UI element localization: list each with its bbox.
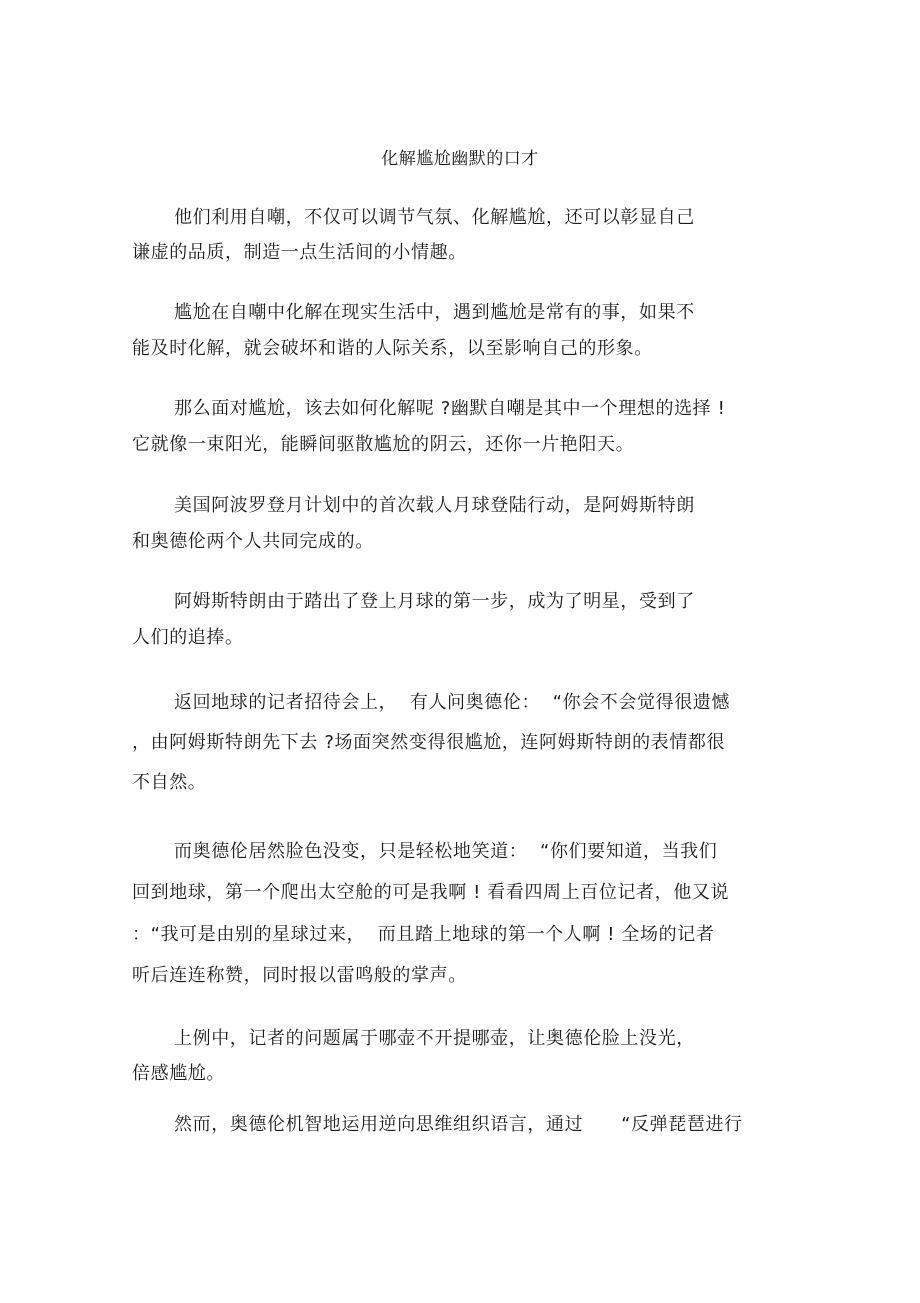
paragraph-line: 和奥德伦两个人共同完成的。 (132, 531, 374, 552)
paragraph-line: 返回地球的记者招待会上， 有人问奥德伦： “你会不会觉得很遗憾 (174, 692, 731, 713)
paragraph-line: 谦虚的品质，制造一点生活间的小情趣。 (132, 242, 467, 263)
paragraph-line: 他们利用自嘲，不仅可以调节气氛、化解尴尬，还可以彰显自己 (174, 207, 695, 228)
paragraph-line: 不自然。 (132, 772, 207, 793)
paragraph-line: 听后连连称赞，同时报以雷鸣般的掌声。 (132, 965, 467, 986)
paragraph-line: 阿姆斯特朗由于踏出了登上月球的第一步，成为了明星，受到了 (174, 591, 695, 612)
document-title: 化解尴尬幽默的口才 (381, 149, 539, 169)
paragraph-line: 它就像一束阳光，能瞬间驱散尴尬的阴云，还你一片艳阳天。 (132, 434, 635, 455)
paragraph-line: 美国阿波罗登月计划中的首次载人月球登陆行动，是阿姆斯特朗 (174, 495, 695, 516)
paragraph-line: 那么面对尴尬，该去如何化解呢 ?幽默自嘲是其中一个理想的选择 ! (174, 398, 726, 419)
paragraph-line: 能及时化解，就会破坏和谐的人际关系，以至影响自己的形象。 (132, 338, 653, 359)
paragraph-line: ：“我可是由别的星球过来， 而且踏上地球的第一个人啊 ! 全场的记者 (132, 924, 715, 945)
paragraph-line: 上例中，记者的问题属于哪壶不开提哪壶，让奥德伦脸上没光， (174, 1028, 695, 1049)
paragraph-line: ，由阿姆斯特朗先下去 ?场面突然变得很尴尬，连阿姆斯特朗的表情都很 (132, 732, 726, 753)
paragraph-line: 倍感尴尬。 (132, 1063, 225, 1084)
paragraph-line: 然而，奥德伦机智地运用逆向思维组织语言，通过 “反弹琵琶进行 (174, 1114, 743, 1135)
paragraph-line: 尴尬在自嘲中化解在现实生活中，遇到尴尬是常有的事，如果不 (174, 302, 695, 323)
paragraph-line: 人们的追捧。 (132, 627, 244, 648)
paragraph-line: 而奥德伦居然脸色没变，只是轻松地笑道： “你们要知道，当我们 (174, 841, 718, 862)
paragraph-line: 回到地球，第一个爬出太空舱的可是我啊 ! 看看四周上百位记者，他又说 (132, 882, 730, 903)
